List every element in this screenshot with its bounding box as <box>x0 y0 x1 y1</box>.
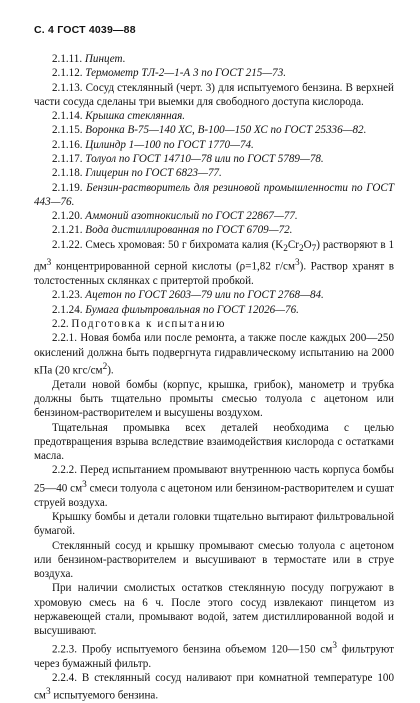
item-2-1-18: 2.1.18. Глицерин по ГОСТ 6823—77. <box>52 167 222 180</box>
item-2-1-17: 2.1.17. Толуол по ГОСТ 14710—78 или по ГОСТ 5789—78. <box>52 152 324 165</box>
para-lid-wipe: Крышку бомбы и детали головки тщательно вытирают фильтровальной бумагой. <box>34 511 394 538</box>
document-id: ГОСТ 4039—88 <box>57 24 136 36</box>
para-parts-wash: Детали новой бомбы (корпус, крышка, грибок), манометр и трубка должны быть тщательно промыты смесью толуола с ацетоном или бензином-растворителем и высушены воздухом. <box>34 378 394 420</box>
item-2-1-21: 2.1.21. Вода дистиллированная по ГОСТ 6709—72. <box>52 224 293 237</box>
item-2-1-19: 2.1.19. Бензин-растворитель для резиновой промышленности по ГОСТ 443—76. <box>34 181 394 208</box>
para-careful-wash: Тщательная промывка всех деталей необходима с целью предотвращения взрыва вследствие взаимодействия кислорода с остатками масла. <box>34 421 394 463</box>
item-2-1-13: 2.1.13. Сосуд стеклянный (черт. 3) для испытуемого бензина. В верхней части сосуда сделаны три выемки для свободного доступа кислорода. <box>34 81 394 108</box>
para-glass-wash: Стеклянный сосуд и крышку промывают смесью толуола с ацетоном или бензином-растворителем и высушивают в термостате или в струе воздуха. <box>34 539 394 581</box>
item-2-1-12: 2.1.12. Термометр ТЛ-2—1-А 3 по ГОСТ 215—73. <box>52 67 287 80</box>
para-resin-residue: При наличии смолистых остатков стеклянную посуду погружают в хромовую смесь на 6 ч. После этого сосуд извлекают пинцетом из нержавеющей стали, промывают водой, затем дистиллированной водой и высушивают. <box>34 582 394 638</box>
item-2-1-16: 2.1.16. Цилиндр 1—100 по ГОСТ 1770—74. <box>52 138 254 151</box>
para-2-2-4: 2.2.4. В стеклянный сосуд наливают при комнатной температуре 100 $см^3$ испытуемого бензина. <box>34 671 394 702</box>
item-2-1-11: 2.1.11. Пинцет. <box>52 53 126 65</box>
document-body <box>34 52 394 703</box>
item-2-1-14: 2.1.14. Крышка стеклянная. <box>52 110 186 123</box>
item-2-1-22: 2.1.22. Смесь хромовая: 50 г бихромата калия $(K_2Cr_2O_7)$ растворяют в 1 $дм^3$ концентрированной серной кислоты (ρ=1,82 $г/см^3$). Раствор хранят в толстостенных склянках с притертой пробкой. <box>34 238 395 288</box>
item-2-1-15: 2.1.15. Воронка В-75—140 ХС, В-100—150 ХС по ГОСТ 25336—82. <box>52 124 367 137</box>
para-2-2-3: 2.2.3. Пробу испытуемого бензина объемом 120—150 $см^3$ фильтруют через бумажный фильтр. <box>34 640 395 670</box>
page-header <box>34 24 136 36</box>
para-2-2-1: 2.2.1. Новая бомба или после ремонта, а также после каждых 200—250 окислений должна быть подвергнута гидравлическому испытанию на 2000 кПа (20 кгс/$см^2$). <box>34 332 394 377</box>
para-2-2-2: 2.2.2. Перед испытанием промывают внутреннюю часть корпуса бомбы 25—40 $см^3$ смеси толуола с ацетоном или бензином-растворителем и сушат струей воздуха. <box>34 464 394 509</box>
item-2-1-20: 2.1.20. Аммоний азотнокислый по ГОСТ 22867—77. <box>52 210 298 223</box>
page-number: С. 4 <box>34 24 55 36</box>
section-heading: 2.2. Подготовка к испытанию <box>52 317 227 330</box>
item-2-1-23: 2.1.23. Ацетон по ГОСТ 2603—79 или по ГОСТ 2768—84. <box>52 289 324 302</box>
item-2-1-24: 2.1.24. Бумага фильтровальная по ГОСТ 12026—76. <box>52 303 299 316</box>
